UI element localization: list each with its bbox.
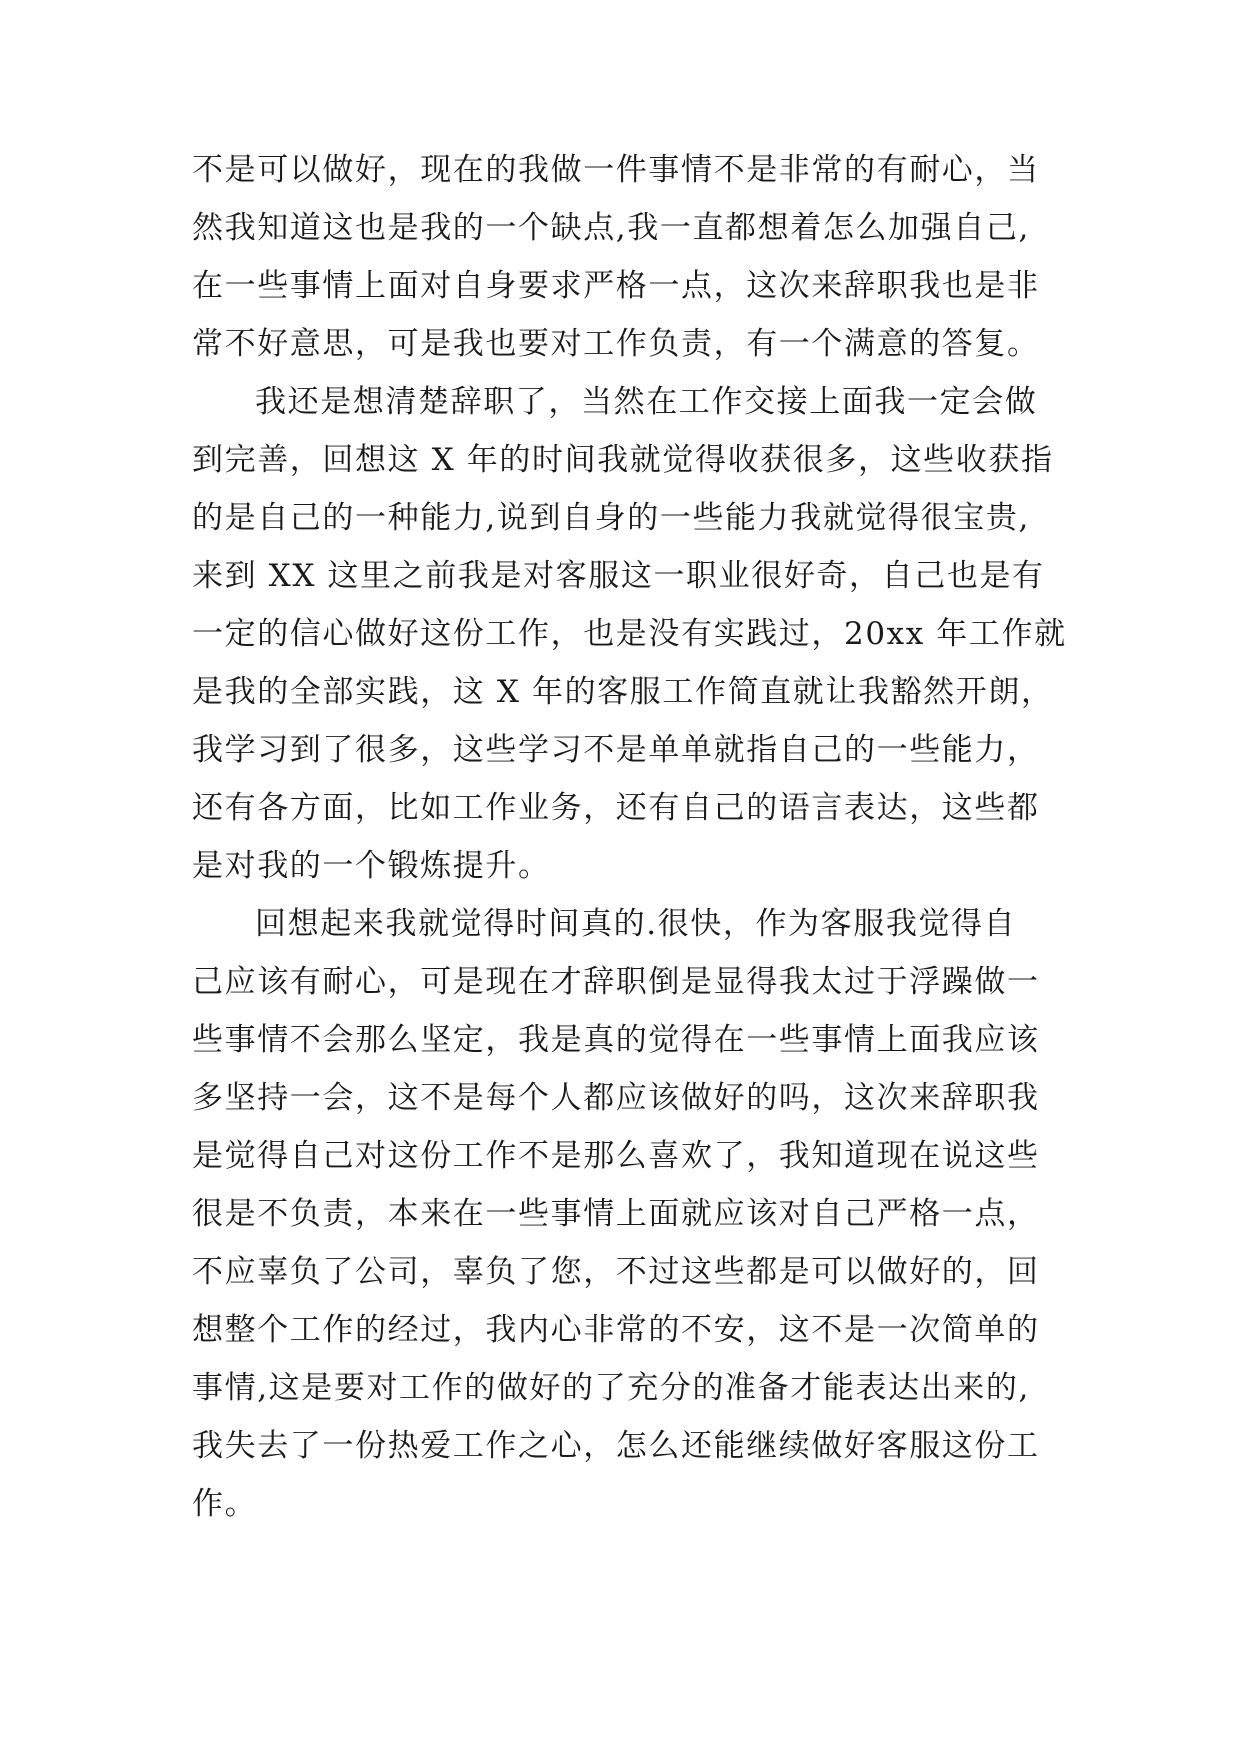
text-line: 己应该有耐心，可是现在才辞职倒是显得我太过于浮躁做一 xyxy=(192,964,1040,1000)
text-line: 想整个工作的经过，我内心非常的不安，这不是一次简单的 xyxy=(192,1312,1040,1348)
text-line: 是对我的一个锻炼提升。 xyxy=(192,848,551,884)
text-line: 我学习到了很多，这些学习不是单单就指自己的一些能力， xyxy=(192,732,1040,768)
text-line: 是觉得自己对这份工作不是那么喜欢了，我知道现在说这些 xyxy=(192,1138,1040,1174)
text-line: 还有各方面，比如工作业务，还有自己的语言表达，这些都 xyxy=(192,790,1040,826)
text-line: 不应辜负了公司，辜负了您，不过这些都是可以做好的，回 xyxy=(192,1254,1040,1290)
text-line: 事情,这是要对工作的做好的了充分的准备才能表达出来的, xyxy=(192,1370,1030,1406)
paragraph-first-line: 回想起来我就觉得时间真的.很快，作为客服我觉得自 xyxy=(255,906,1017,942)
text-line: 然我知道这也是我的一个缺点,我一直都想着怎么加强自己, xyxy=(192,210,1030,246)
text-line: 很是不负责，本来在一些事情上面就应该对自己严格一点， xyxy=(192,1196,1040,1232)
text-line: 一定的信心做好这份工作，也是没有实践过，20xx 年工作就 xyxy=(192,616,1067,652)
text-line: 常不好意思，可是我也要对工作负责，有一个满意的答复。 xyxy=(192,326,1040,362)
text-line: 作。 xyxy=(192,1486,258,1522)
text-line: 不是可以做好，现在的我做一件事情不是非常的有耐心，当 xyxy=(192,152,1040,188)
text-line: 我失去了一份热爱工作之心，怎么还能继续做好客服这份工 xyxy=(192,1428,1040,1464)
paragraph-first-line: 我还是想清楚辞职了，当然在工作交接上面我一定会做 xyxy=(255,384,1038,420)
text-line: 到完善，回想这 X 年的时间我就觉得收获很多，这些收获指 xyxy=(192,442,1054,478)
text-line: 来到 XX 这里之前我是对客服这一职业很好奇，自己也是有 xyxy=(192,558,1045,594)
text-line: 是我的全部实践，这 X 年的客服工作简直就让我豁然开朗， xyxy=(192,674,1054,710)
text-line: 些事情不会那么坚定，我是真的觉得在一些事情上面我应该 xyxy=(192,1022,1040,1058)
text-line: 的是自己的一种能力,说到自身的一些能力我就觉得很宝贵, xyxy=(192,500,1030,536)
text-line: 多坚持一会，这不是每个人都应该做好的吗，这次来辞职我 xyxy=(192,1080,1040,1116)
text-line: 在一些事情上面对自身要求严格一点，这次来辞职我也是非 xyxy=(192,268,1040,304)
